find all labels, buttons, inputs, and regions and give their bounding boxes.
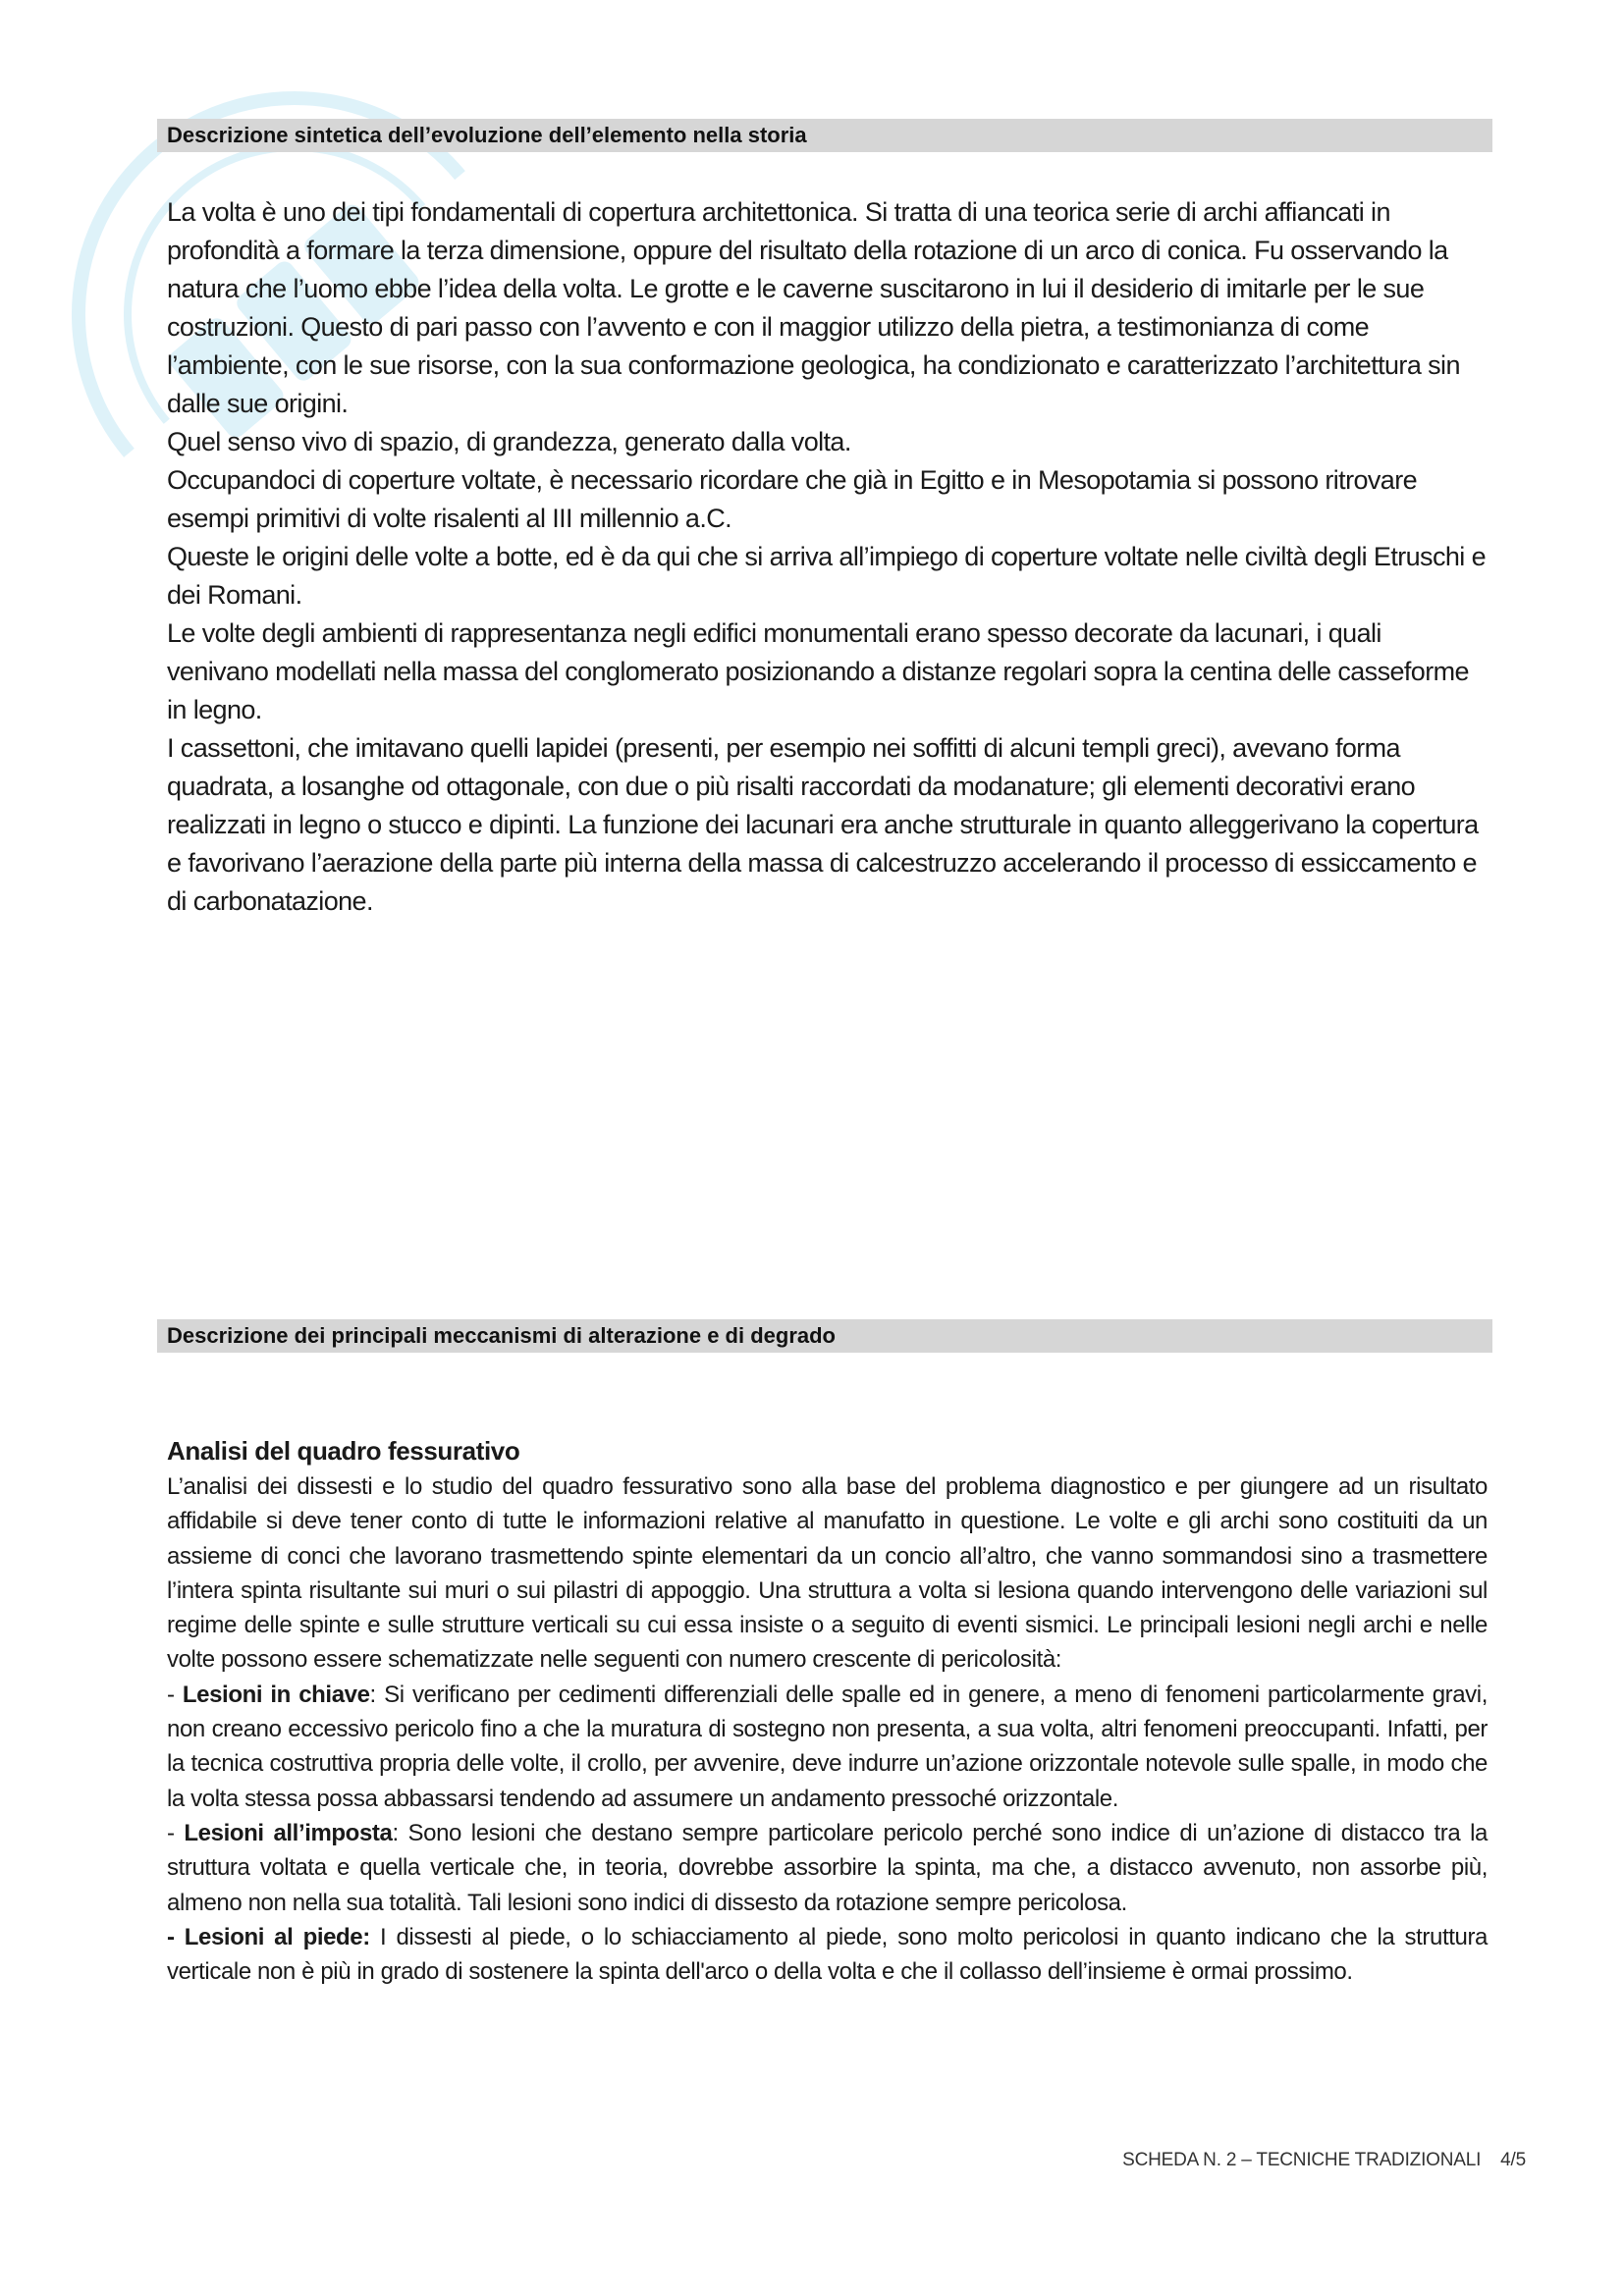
section-body-degradation: [167, 1432, 1488, 1989]
paragraph: Queste le origini delle volte a botte, ed è da qui che si arriva all’impiego di coperture voltate nelle civiltà degli Etruschi e dei Romani.: [167, 542, 1486, 610]
list-item-prefix: -: [167, 1681, 183, 1708]
paragraph: La volta è uno dei tipi fondamentali di copertura architettonica. Si tratta di una teorica serie di archi affiancati in profondità a formare la terza dimensione, oppure del risultato della rotazione di un arco di conica. Fu osservando la natura che l’uomo ebbe l’idea della volta. Le grotte e le caverne suscitarono in lui il desiderio di imitarle per le sue costruzioni. Questo di pari passo con l’avvento e con il maggior utilizzo della pietra, a testimonianza di come l’ambiente, con le sue risorse, con la sua conformazione geologica, ha condizionato e caratterizzato l’architettura sin dalle sue origini.: [167, 197, 1460, 418]
list-item-text: I dissesti al piede, o lo schiacciamento al piede, sono molto pericolosi in quanto indicano che la struttura verticale non è più in grado di sostenere la spinta dell'arco o della volta e che il collasso dell’insieme è ormai prossimo.: [167, 1923, 1488, 1986]
section-header-degradation: Descrizione dei principali meccanismi di alterazione e di degrado: [157, 1319, 1492, 1353]
section-body-evolution: [167, 193, 1488, 921]
paragraph: Quel senso vivo di spazio, di grandezza, generato dalla volta.: [167, 427, 851, 456]
list-item-text: : Sono lesioni che destano sempre particolare pericolo perché sono indice di un’azione di distacco tra la struttura voltata e quella verticale che, in teoria, dovrebbe assorbire la spinta, ma che, a distacco avvenuto, non assorbe più, almeno non nella sua totalità. Tali lesioni sono indici di dissesto da rotazione sempre pericolosa.: [167, 1819, 1488, 1916]
list-item: [167, 1678, 1488, 1816]
paragraph: Le volte degli ambienti di rappresentanza negli edifici monumentali erano spesso decorate da lacunari, i quali venivano modellati nella massa del conglomerato posizionando a distanze regolari sopra la centina delle casseforme in legno.: [167, 618, 1469, 724]
list-item-text: : Si verificano per cedimenti differenziali delle spalle ed in genere, a meno di fenomeni particolarmente gravi, non creano eccessivo pericolo fino a che la muratura di sostegno non presenta, a sua volta, altri fenomeni preoccupanti. Infatti, per la tecnica costruttiva propria delle volte, il crollo, per avvenire, deve indurre un’azione orizzontale notevole sulle spalle, in modo che la volta stessa possa abbassarsi tendendo ad assumere un andamento pressoché orizzontale.: [167, 1681, 1488, 1812]
section-header-evolution: Descrizione sintetica dell’evoluzione dell’elemento nella storia: [157, 119, 1492, 152]
list-item-label: Lesioni all’imposta: [184, 1819, 393, 1846]
paragraph-intro: L’analisi dei dissesti e lo studio del quadro fessurativo sono alla base del problema diagnostico e per giungere ad un risultato affidabile si deve tener conto di tutte le informazioni relative al manufatto in questione. Le volte e gli archi sono costituiti da un assieme di conci che lavorano trasmettendo spinte elementari da un concio all’altro, che vanno sommandosi sino a trasmettere l’intera spinta risultante sui muri o sui pilastri di appoggio. Una struttura a volta si lesiona quando intervengono delle variazioni sul regime delle spinte e sulle strutture verticali su cui essa insiste o a seguito di eventi sismici. Le principali lesioni negli archi e nelle volte possono essere schematizzate nelle seguenti con numero crescente di pericolosità:: [167, 1473, 1488, 1674]
page-footer: [1122, 2150, 1526, 2171]
list-item: [167, 1920, 1488, 1990]
subsection-title: Analisi del quadro fessurativo: [167, 1436, 520, 1466]
paragraph: Occupandoci di coperture voltate, è necessario ricordare che già in Egitto e in Mesopotamia si possono ritrovare esempi primitivi di volte risalenti al III millennio a.C.: [167, 465, 1418, 533]
list-item-label: - Lesioni al piede:: [167, 1923, 370, 1950]
list-item: [167, 1816, 1488, 1920]
footer-label: SCHEDA N. 2 – TECNICHE TRADIZIONALI: [1122, 2150, 1482, 2170]
page-number: 4/5: [1500, 2150, 1526, 2170]
list-item-label: Lesioni in chiave: [182, 1681, 370, 1708]
paragraph: I cassettoni, che imitavano quelli lapidei (presenti, per esempio nei soffitti di alcuni templi greci), avevano forma quadrata, a losanghe od ottagonale, con due o più risalti raccordati da modanature; gli elementi decorativi erano realizzati in legno o stucco e dipinti. La funzione dei lacunari era anche strutturale in quanto alleggerivano la copertura e favorivano l’aerazione della parte più interna della massa di calcestruzzo accelerando il processo di essiccamento e di carbonatazione.: [167, 733, 1479, 916]
list-item-prefix: -: [167, 1819, 185, 1846]
